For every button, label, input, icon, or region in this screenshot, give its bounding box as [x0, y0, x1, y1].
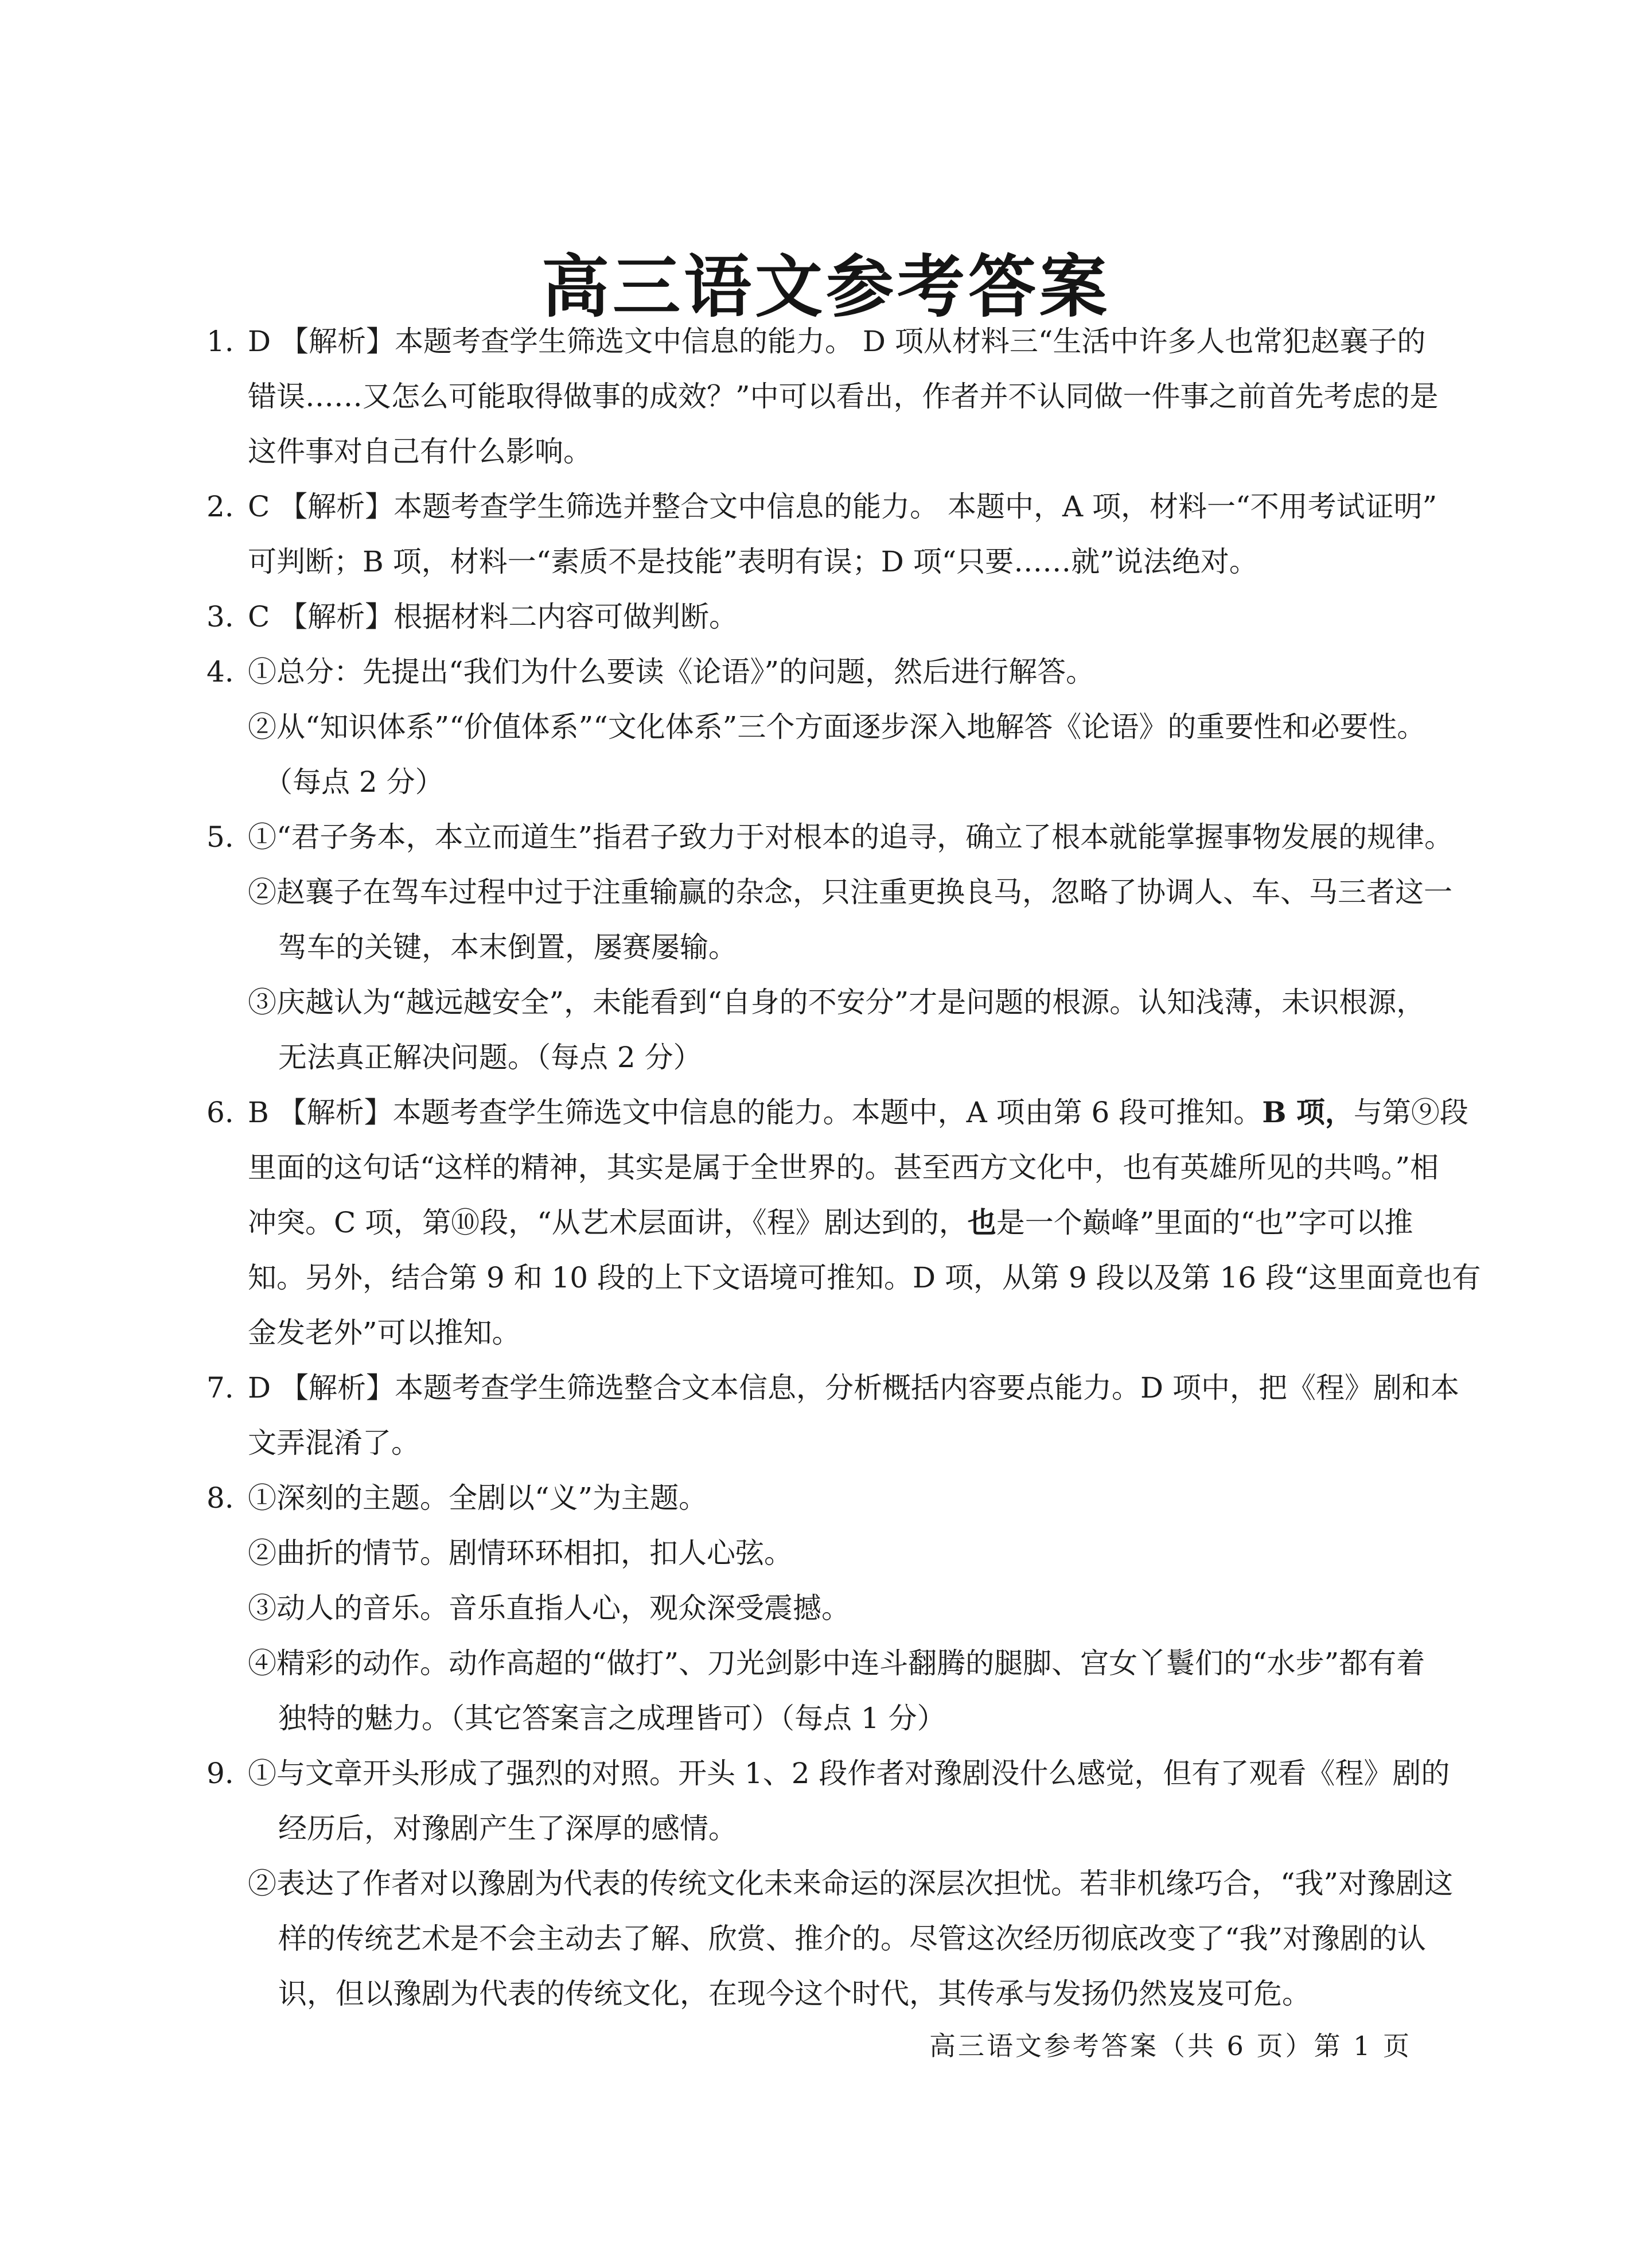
answer-5-text: ①“君子务本，本立而道生”指君子致力于对根本的追寻，确立了根本就能掌握事物发展的规律。	[248, 820, 1454, 854]
answer-9-line-3: ②表达了作者对以豫剧为代表的传统文化未来命运的深层次担忧。若非机缘巧合，“我”对豫剧这	[248, 1867, 1454, 1900]
answer-3-text: C 【解析】根据材料二内容可做判断。	[248, 600, 738, 633]
answer-5-line-2: ②赵襄子在驾车过程中过于注重输赢的杂念，只注重更换良马，忽略了协调人、车、马三者这一	[248, 876, 1452, 909]
answer-8-line-5: 独特的魅力。（其它答案言之成理皆可）（每点 1 分）	[278, 1702, 946, 1735]
answer-6-bold-ye: 也	[967, 1205, 996, 1239]
answer-5-line-5: 无法真正解决问题。（每点 2 分）	[278, 1041, 702, 1074]
answer-8-line-1	[206, 1481, 707, 1515]
answer-8-text: ①深刻的主题。全剧以“义”为主题。	[248, 1481, 708, 1515]
answer-5-number: 5.	[206, 820, 234, 854]
answer-8-line-3: ③动人的音乐。音乐直指人心，观众深受震撼。	[248, 1592, 850, 1625]
answer-2-line-1	[206, 489, 1437, 524]
answer-4-text: ①总分：先提出“我们为什么要读《论语》”的问题，然后进行解答。	[248, 655, 1095, 688]
answer-1-line-3: 这件事对自己有什么影响。	[248, 435, 592, 468]
answer-9-line-5: 识，但以豫剧为代表的传统文化，在现今这个时代，其传承与发扬仍然岌岌可危。	[278, 1977, 1311, 2010]
answer-1-text: D 【解析】本题考查学生筛选文中信息的能力。 D 项从材料三“生活中许多人也常犯赵襄子的	[248, 325, 1426, 358]
answer-6-line-5: 金发老外”可以推知。	[248, 1316, 521, 1349]
answer-2-line-2: 可判断；B 项，材料一“素质不是技能”表明有误；D 项“只要……就”说法绝对。	[248, 545, 1258, 578]
answer-6-line-3	[248, 1205, 1413, 1240]
answer-9-line-2: 经历后，对豫剧产生了深厚的感情。	[278, 1812, 737, 1845]
answer-7-line-2: 文弄混淆了。	[248, 1426, 420, 1460]
answer-6-line-1	[206, 1095, 1468, 1130]
answer-7-text: D 【解析】本题考查学生筛选整合文本信息，分析概括内容要点能力。D 项中，把《程》剧和本	[248, 1371, 1459, 1404]
answer-6-number: 6.	[206, 1096, 234, 1129]
answer-5-line-3: 驾车的关键，本末倒置，屡赛屡输。	[278, 931, 737, 964]
answer-5-line-4: ③庆越认为“越远越安全”，未能看到“自身的不安分”才是问题的根源。认知浅薄，未识根源，	[248, 986, 1425, 1019]
answer-4-line-2: ②从“知识体系”“价值体系”“文化体系”三个方面逐步深入地解答《论语》的重要性和必要性。	[248, 710, 1426, 744]
answer-6-line-2: 里面的这句话“这样的精神，其实是属于全世界的。甚至西方文化中，也有英雄所见的共鸣。”相	[248, 1151, 1439, 1184]
answer-9-number: 9.	[206, 1757, 234, 1790]
answer-9-line-1	[206, 1756, 1450, 1791]
answer-9-line-4: 样的传统艺术是不会主动去了解、欣赏、推介的。尽管这次经历彻底改变了“我”对豫剧的认	[278, 1922, 1427, 1955]
answer-4-line-3: （每点 2 分）	[264, 765, 444, 799]
answer-5-line-1	[206, 820, 1453, 854]
answer-6-text: B 【解析】本题考查学生筛选文中信息的能力。本题中，A 项由第 6 段可推知。	[248, 1096, 1263, 1129]
answer-6-line-3-start: 冲突。C 项，第⑩段，“从艺术层面讲，《程》剧达到的，	[248, 1206, 968, 1239]
answer-8-line-2: ②曲折的情节。剧情环环相扣，扣人心弦。	[248, 1536, 793, 1570]
answer-7-line-1	[206, 1371, 1459, 1405]
answer-6-bold-b: B 项，	[1262, 1095, 1354, 1129]
answer-1-line-1	[206, 324, 1425, 359]
page-title: 高三语文参考答案	[541, 247, 1111, 326]
answer-2-text: C 【解析】本题考查学生筛选并整合文中信息的能力。 本题中，A 项，材料一“不用考试证明”	[248, 490, 1437, 523]
answer-1-line-2: 错误……又怎么可能取得做事的成效？”中可以看出，作者并不认同做一件事之前首先考虑的是	[248, 380, 1439, 413]
answer-4-number: 4.	[206, 655, 234, 688]
answer-4-line-1	[206, 655, 1094, 689]
answer-3-line-1	[206, 600, 738, 634]
answer-6-text-end: 与第⑨段	[1353, 1096, 1468, 1129]
answer-6-line-4: 知。另外，结合第 9 和 10 段的上下文语境可推知。D 项，从第 9 段以及第 16 段“这里面竟也有	[248, 1261, 1481, 1294]
answer-8-line-4: ④精彩的动作。动作高超的“做打”、刀光剑影中连斗翻腾的腿脚、宫女丫鬟们的“水步”都有着	[248, 1647, 1425, 1680]
page-footer: 高三语文参考答案（共 6 页）第 1 页	[929, 2030, 1412, 2061]
answer-1-number: 1.	[206, 325, 234, 358]
answer-8-number: 8.	[206, 1481, 234, 1515]
answer-2-number: 2.	[206, 490, 234, 523]
answer-7-number: 7.	[206, 1371, 234, 1404]
answer-3-number: 3.	[206, 600, 234, 633]
answer-6-line-3-end: 是一个巅峰”里面的“也”字可以推	[996, 1206, 1413, 1239]
answer-9-text: ①与文章开头形成了强烈的对照。开头 1、2 段作者对豫剧没什么感觉，但有了观看《程》剧的	[248, 1757, 1450, 1790]
